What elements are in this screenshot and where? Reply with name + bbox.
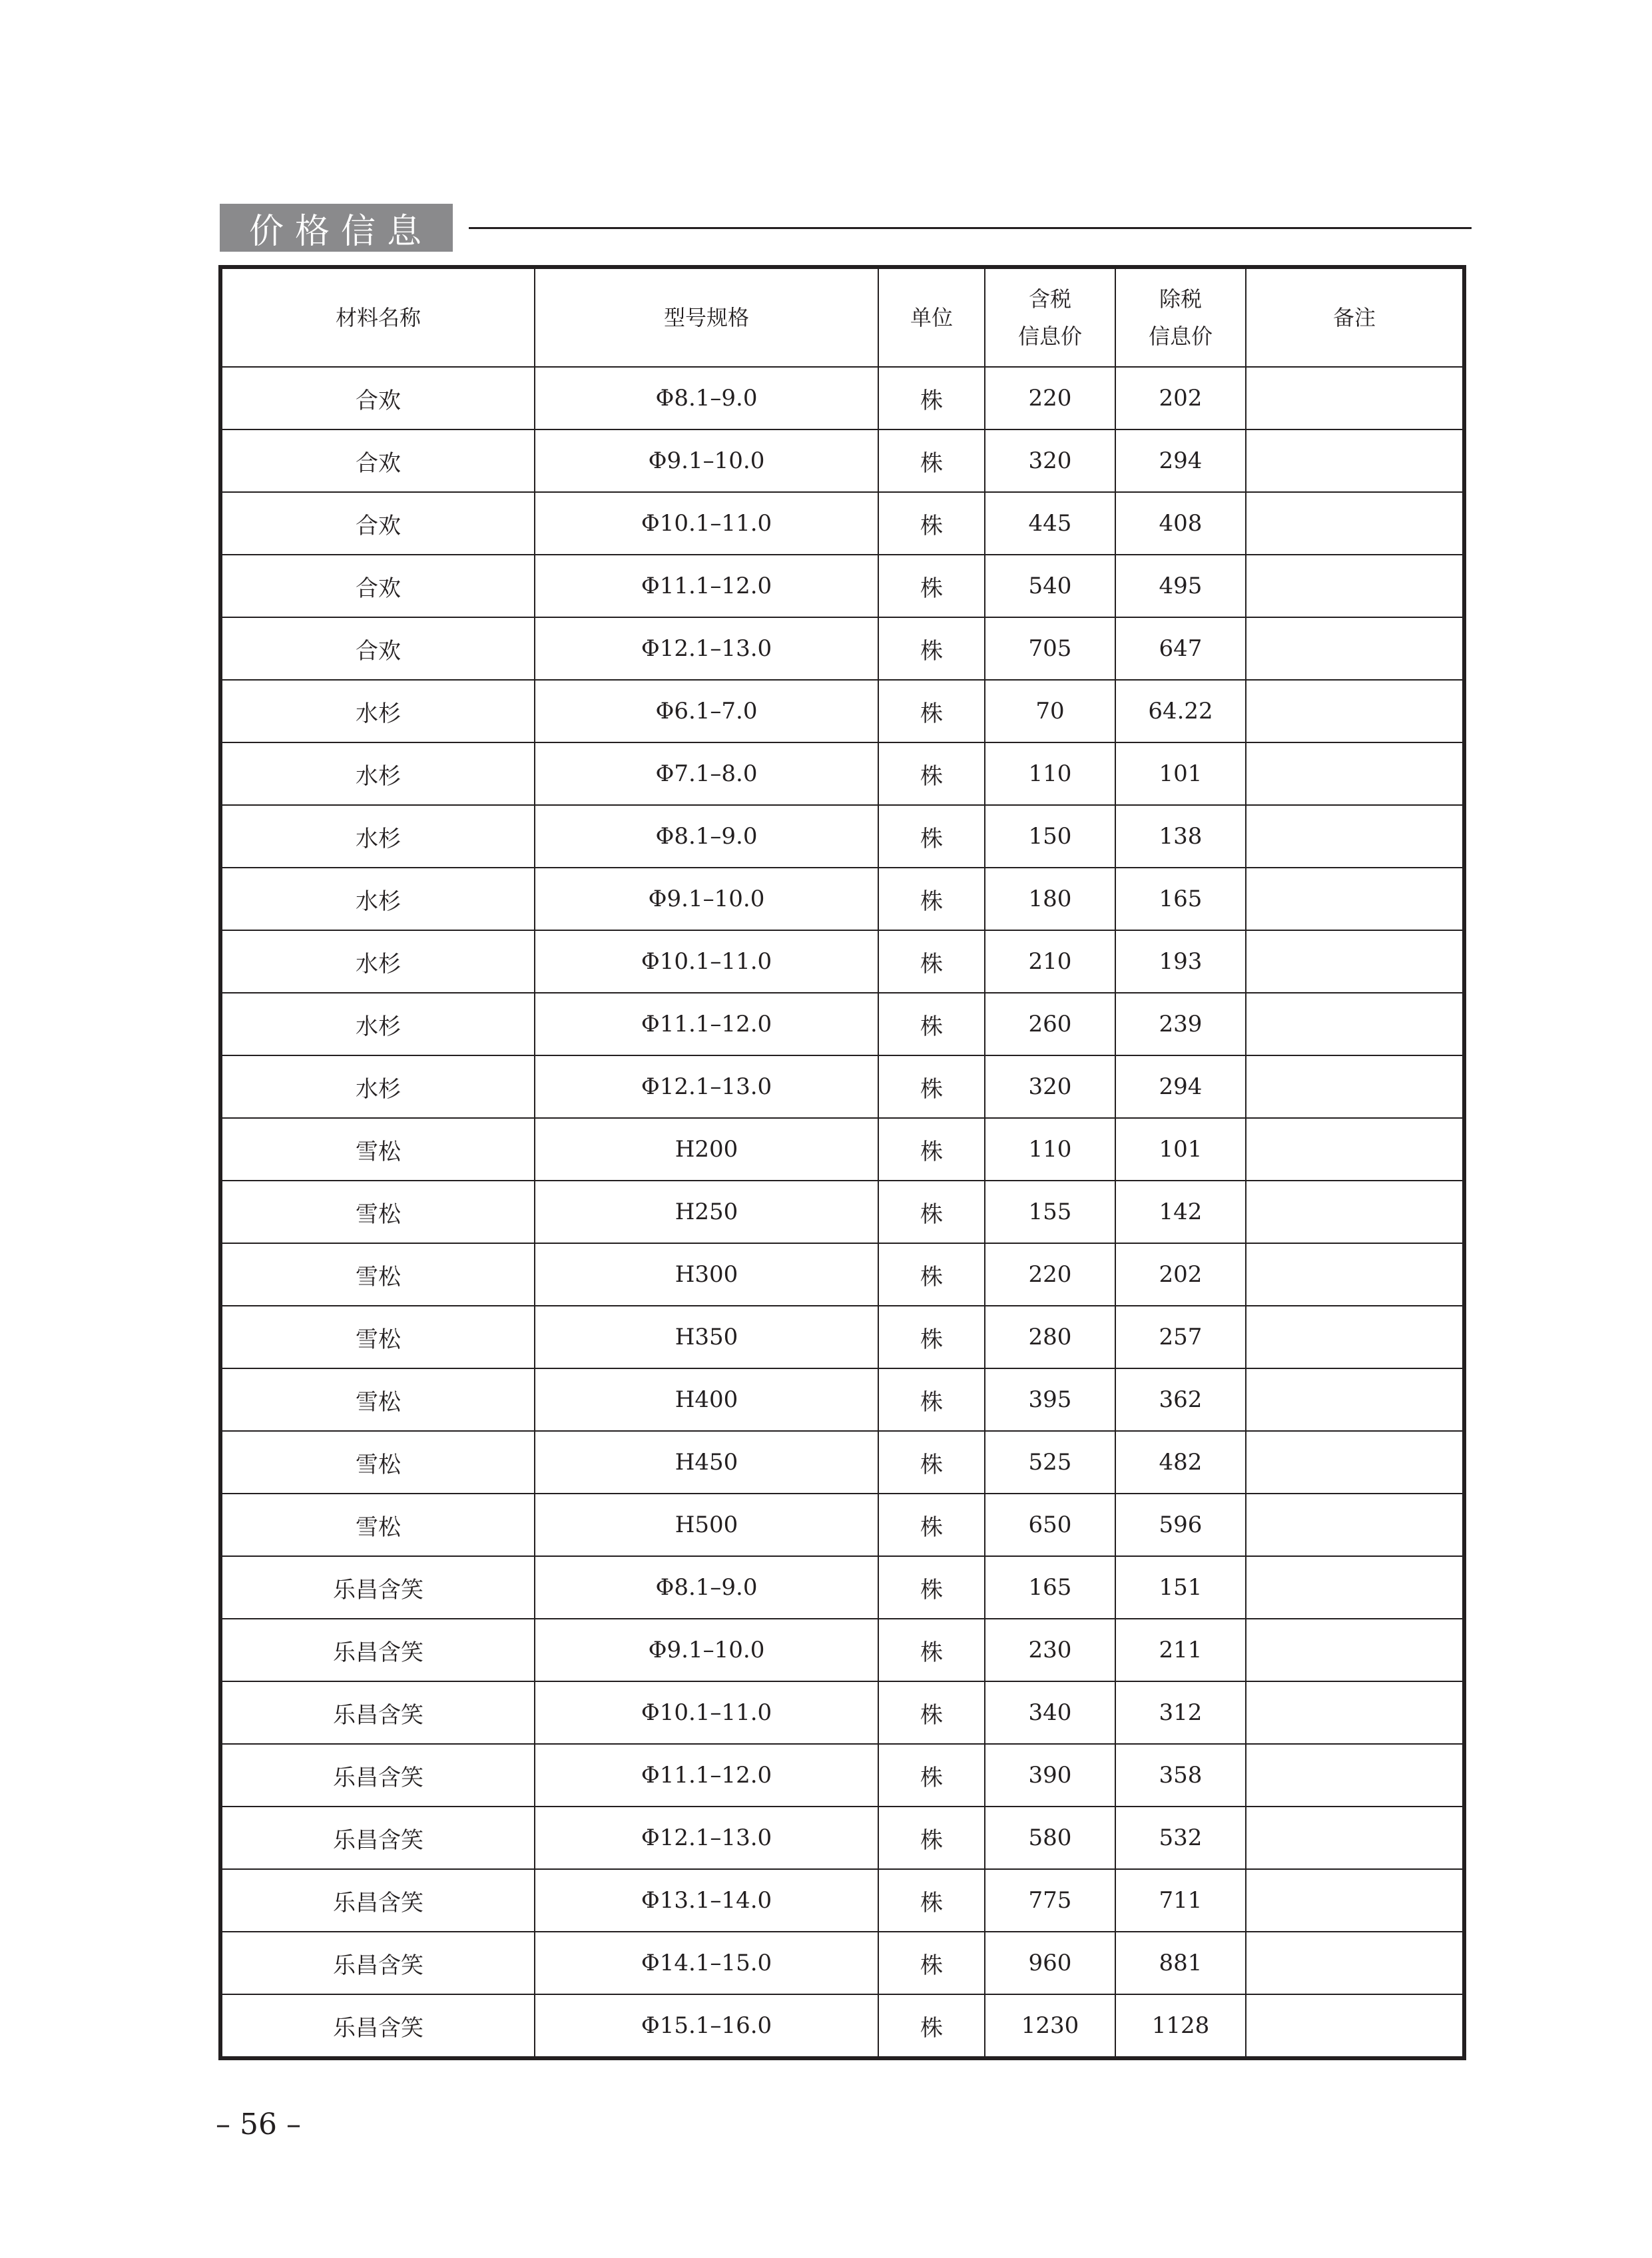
table-row	[220, 993, 1464, 1055]
tax-inclusive-price-cell: 110	[985, 1118, 1115, 1181]
material-name-cell: 雪松	[220, 1494, 535, 1556]
tax-inclusive-price-cell: 220	[985, 1243, 1115, 1306]
unit-cell: 株	[878, 1994, 985, 2058]
unit-cell: 株	[878, 993, 985, 1055]
tax-exclusive-price-cell: 151	[1115, 1556, 1246, 1619]
tax-exclusive-price-cell: 101	[1115, 742, 1246, 805]
model-spec-cell: Φ15.1–16.0	[535, 1994, 878, 2058]
unit-cell: 株	[878, 492, 985, 555]
section-title: 价格信息	[220, 204, 453, 252]
tax-exclusive-price-cell: 408	[1115, 492, 1246, 555]
model-spec-cell: Φ8.1–9.0	[535, 1556, 878, 1619]
tax-exclusive-price-cell: 482	[1115, 1431, 1246, 1494]
remarks-cell	[1246, 868, 1464, 930]
page-number: – 56 –	[216, 2108, 301, 2141]
price-table	[218, 265, 1466, 2060]
tax-exclusive-price-cell: 142	[1115, 1181, 1246, 1243]
table-row	[220, 1744, 1464, 1807]
remarks-cell	[1246, 680, 1464, 742]
table-row	[220, 1055, 1464, 1118]
table-row	[220, 1932, 1464, 1994]
tax-inclusive-price-cell: 320	[985, 429, 1115, 492]
section-header	[220, 204, 1472, 252]
model-spec-cell: H500	[535, 1494, 878, 1556]
remarks-cell	[1246, 492, 1464, 555]
remarks-cell	[1246, 1807, 1464, 1869]
material-name-cell: 乐昌含笑	[220, 1994, 535, 2058]
remarks-cell	[1246, 617, 1464, 680]
material-name-cell: 雪松	[220, 1181, 535, 1243]
table-row	[220, 742, 1464, 805]
table-row	[220, 680, 1464, 742]
material-name-cell: 合欢	[220, 492, 535, 555]
remarks-cell	[1246, 1744, 1464, 1807]
unit-cell: 株	[878, 930, 985, 993]
tax-inclusive-price-cell: 395	[985, 1368, 1115, 1431]
tax-exclusive-price-cell: 239	[1115, 993, 1246, 1055]
tax-exclusive-price-cell: 257	[1115, 1306, 1246, 1368]
remarks-cell	[1246, 429, 1464, 492]
remarks-cell	[1246, 742, 1464, 805]
table-row	[220, 367, 1464, 429]
model-spec-cell: H400	[535, 1368, 878, 1431]
table-header-row	[220, 267, 1464, 367]
table-row	[220, 1681, 1464, 1744]
tax-inclusive-price-cell: 180	[985, 868, 1115, 930]
tax-exclusive-price-cell: 596	[1115, 1494, 1246, 1556]
tax-exclusive-price-cell: 532	[1115, 1807, 1246, 1869]
model-spec-cell: Φ12.1–13.0	[535, 1055, 878, 1118]
material-name-cell: 水杉	[220, 993, 535, 1055]
tax-exclusive-price-cell: 294	[1115, 429, 1246, 492]
tax-inclusive-price-cell: 340	[985, 1681, 1115, 1744]
tax-exclusive-price-cell: 202	[1115, 367, 1246, 429]
unit-cell: 株	[878, 1055, 985, 1118]
table-row	[220, 868, 1464, 930]
model-spec-cell: Φ11.1–12.0	[535, 993, 878, 1055]
remarks-cell	[1246, 367, 1464, 429]
material-name-cell: 合欢	[220, 429, 535, 492]
remarks-cell	[1246, 993, 1464, 1055]
tax-inclusive-price-cell: 70	[985, 680, 1115, 742]
model-spec-cell: Φ9.1–10.0	[535, 1619, 878, 1681]
unit-cell: 株	[878, 1869, 985, 1932]
unit-cell: 株	[878, 1118, 985, 1181]
unit-cell: 株	[878, 1681, 985, 1744]
remarks-cell	[1246, 805, 1464, 868]
remarks-cell	[1246, 1994, 1464, 2058]
material-name-cell: 乐昌含笑	[220, 1619, 535, 1681]
remarks-cell	[1246, 1118, 1464, 1181]
tax-inclusive-price-cell: 280	[985, 1306, 1115, 1368]
tax-exclusive-price-cell: 312	[1115, 1681, 1246, 1744]
column-header-tax-inclusive-price: 含税 信息价	[985, 267, 1115, 367]
tax-inclusive-price-cell: 650	[985, 1494, 1115, 1556]
material-name-cell: 乐昌含笑	[220, 1869, 535, 1932]
tax-inclusive-price-cell: 230	[985, 1619, 1115, 1681]
material-name-cell: 水杉	[220, 805, 535, 868]
model-spec-cell: H250	[535, 1181, 878, 1243]
unit-cell: 株	[878, 1556, 985, 1619]
model-spec-cell: H450	[535, 1431, 878, 1494]
material-name-cell: 乐昌含笑	[220, 1681, 535, 1744]
tax-inclusive-price-cell: 525	[985, 1431, 1115, 1494]
tax-exclusive-price-cell: 64.22	[1115, 680, 1246, 742]
material-name-cell: 乐昌含笑	[220, 1744, 535, 1807]
unit-cell: 株	[878, 805, 985, 868]
model-spec-cell: Φ7.1–8.0	[535, 742, 878, 805]
material-name-cell: 雪松	[220, 1306, 535, 1368]
remarks-cell	[1246, 1306, 1464, 1368]
tax-exclusive-price-cell: 294	[1115, 1055, 1246, 1118]
material-name-cell: 合欢	[220, 367, 535, 429]
table-row	[220, 492, 1464, 555]
material-name-cell: 雪松	[220, 1368, 535, 1431]
tax-inclusive-price-cell: 1230	[985, 1994, 1115, 2058]
tax-inclusive-price-cell: 320	[985, 1055, 1115, 1118]
unit-cell: 株	[878, 1494, 985, 1556]
table-row	[220, 1619, 1464, 1681]
table-row	[220, 1243, 1464, 1306]
remarks-cell	[1246, 1556, 1464, 1619]
material-name-cell: 雪松	[220, 1431, 535, 1494]
tax-exclusive-price-cell: 138	[1115, 805, 1246, 868]
tax-inclusive-price-cell: 260	[985, 993, 1115, 1055]
model-spec-cell: Φ11.1–12.0	[535, 1744, 878, 1807]
column-header-material-name: 材料名称	[220, 267, 535, 367]
tax-inclusive-price-cell: 960	[985, 1932, 1115, 1994]
tax-exclusive-price-cell: 358	[1115, 1744, 1246, 1807]
table-row	[220, 1431, 1464, 1494]
model-spec-cell: Φ12.1–13.0	[535, 1807, 878, 1869]
model-spec-cell: H200	[535, 1118, 878, 1181]
unit-cell: 株	[878, 1431, 985, 1494]
column-header-tax-exclusive-price: 除税 信息价	[1115, 267, 1246, 367]
table-row	[220, 805, 1464, 868]
tax-exclusive-price-cell: 211	[1115, 1619, 1246, 1681]
model-spec-cell: Φ9.1–10.0	[535, 868, 878, 930]
material-name-cell: 乐昌含笑	[220, 1932, 535, 1994]
model-spec-cell: Φ10.1–11.0	[535, 930, 878, 993]
tax-exclusive-price-cell: 881	[1115, 1932, 1246, 1994]
tax-inclusive-price-cell: 540	[985, 555, 1115, 617]
unit-cell: 株	[878, 1243, 985, 1306]
unit-cell: 株	[878, 868, 985, 930]
material-name-cell: 水杉	[220, 742, 535, 805]
remarks-cell	[1246, 1869, 1464, 1932]
tax-inclusive-price-cell: 580	[985, 1807, 1115, 1869]
model-spec-cell: Φ8.1–9.0	[535, 805, 878, 868]
remarks-cell	[1246, 555, 1464, 617]
unit-cell: 株	[878, 1807, 985, 1869]
unit-cell: 株	[878, 1744, 985, 1807]
unit-cell: 株	[878, 617, 985, 680]
tax-inclusive-price-cell: 165	[985, 1556, 1115, 1619]
model-spec-cell: Φ10.1–11.0	[535, 492, 878, 555]
remarks-cell	[1246, 1619, 1464, 1681]
tax-inclusive-price-cell: 705	[985, 617, 1115, 680]
unit-cell: 株	[878, 1619, 985, 1681]
material-name-cell: 水杉	[220, 930, 535, 993]
tax-exclusive-price-cell: 165	[1115, 868, 1246, 930]
tax-exclusive-price-cell: 193	[1115, 930, 1246, 993]
table-row	[220, 1306, 1464, 1368]
model-spec-cell: Φ12.1–13.0	[535, 617, 878, 680]
model-spec-cell: Φ10.1–11.0	[535, 1681, 878, 1744]
table-row	[220, 1368, 1464, 1431]
unit-cell: 株	[878, 1368, 985, 1431]
column-header-remarks: 备注	[1246, 267, 1464, 367]
unit-cell: 株	[878, 1306, 985, 1368]
material-name-cell: 水杉	[220, 680, 535, 742]
remarks-cell	[1246, 1368, 1464, 1431]
model-spec-cell: Φ13.1–14.0	[535, 1869, 878, 1932]
table-row	[220, 1807, 1464, 1869]
tax-exclusive-price-cell: 362	[1115, 1368, 1246, 1431]
model-spec-cell: Φ14.1–15.0	[535, 1932, 878, 1994]
tax-exclusive-price-cell: 495	[1115, 555, 1246, 617]
tax-inclusive-price-cell: 445	[985, 492, 1115, 555]
tax-inclusive-price-cell: 220	[985, 367, 1115, 429]
column-header-unit: 单位	[878, 267, 985, 367]
material-name-cell: 雪松	[220, 1118, 535, 1181]
tax-inclusive-price-cell: 775	[985, 1869, 1115, 1932]
table-body	[220, 367, 1464, 2058]
material-name-cell: 合欢	[220, 617, 535, 680]
unit-cell: 株	[878, 555, 985, 617]
tax-inclusive-price-cell: 210	[985, 930, 1115, 993]
remarks-cell	[1246, 1494, 1464, 1556]
table-row	[220, 1494, 1464, 1556]
material-name-cell: 乐昌含笑	[220, 1807, 535, 1869]
tax-exclusive-price-cell: 1128	[1115, 1994, 1246, 2058]
model-spec-cell: Φ9.1–10.0	[535, 429, 878, 492]
remarks-cell	[1246, 1055, 1464, 1118]
remarks-cell	[1246, 1932, 1464, 1994]
table-row	[220, 1118, 1464, 1181]
tax-inclusive-price-cell: 390	[985, 1744, 1115, 1807]
material-name-cell: 合欢	[220, 555, 535, 617]
tax-exclusive-price-cell: 711	[1115, 1869, 1246, 1932]
remarks-cell	[1246, 1243, 1464, 1306]
table-row	[220, 1181, 1464, 1243]
tax-inclusive-price-cell: 155	[985, 1181, 1115, 1243]
tax-exclusive-price-cell: 101	[1115, 1118, 1246, 1181]
remarks-cell	[1246, 1431, 1464, 1494]
material-name-cell: 乐昌含笑	[220, 1556, 535, 1619]
unit-cell: 株	[878, 680, 985, 742]
table-row	[220, 1994, 1464, 2058]
table-row	[220, 1556, 1464, 1619]
model-spec-cell: Φ6.1–7.0	[535, 680, 878, 742]
remarks-cell	[1246, 930, 1464, 993]
model-spec-cell: H300	[535, 1243, 878, 1306]
tax-exclusive-price-cell: 647	[1115, 617, 1246, 680]
tax-inclusive-price-cell: 150	[985, 805, 1115, 868]
unit-cell: 株	[878, 367, 985, 429]
material-name-cell: 水杉	[220, 1055, 535, 1118]
unit-cell: 株	[878, 429, 985, 492]
remarks-cell	[1246, 1681, 1464, 1744]
material-name-cell: 雪松	[220, 1243, 535, 1306]
model-spec-cell: H350	[535, 1306, 878, 1368]
tax-exclusive-price-cell: 202	[1115, 1243, 1246, 1306]
material-name-cell: 水杉	[220, 868, 535, 930]
table-row	[220, 555, 1464, 617]
table-row	[220, 429, 1464, 492]
model-spec-cell: Φ8.1–9.0	[535, 367, 878, 429]
unit-cell: 株	[878, 1181, 985, 1243]
unit-cell: 株	[878, 742, 985, 805]
header-rule	[469, 227, 1472, 229]
table-row	[220, 1869, 1464, 1932]
table-row	[220, 930, 1464, 993]
column-header-model-spec: 型号规格	[535, 267, 878, 367]
model-spec-cell: Φ11.1–12.0	[535, 555, 878, 617]
remarks-cell	[1246, 1181, 1464, 1243]
table-row	[220, 617, 1464, 680]
tax-inclusive-price-cell: 110	[985, 742, 1115, 805]
unit-cell: 株	[878, 1932, 985, 1994]
